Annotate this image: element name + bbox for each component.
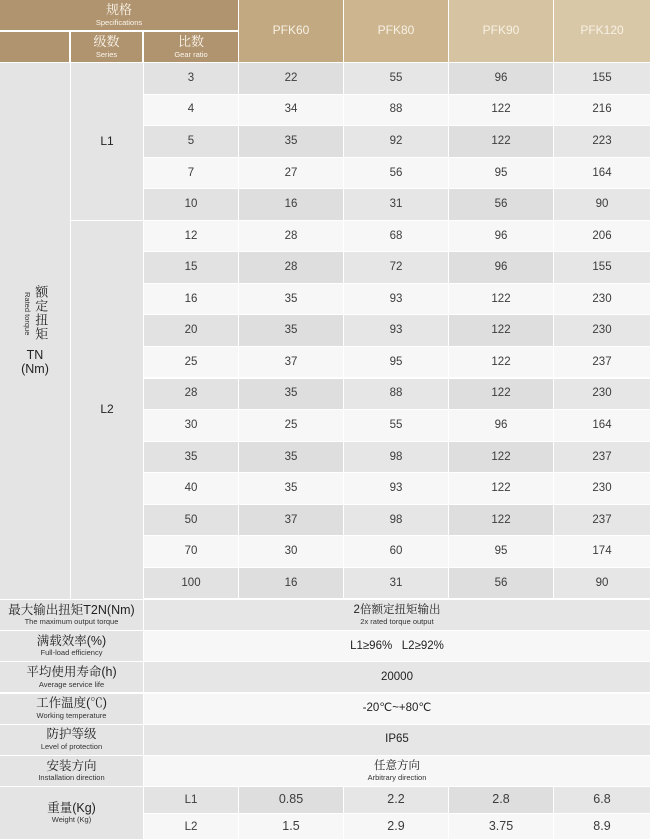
torque-value-cell: 93 (344, 284, 448, 315)
torque-value-cell: 56 (344, 158, 448, 189)
series-header-en: Series (95, 49, 118, 59)
ratio-cell: 40 (144, 473, 238, 504)
series-l2 (71, 221, 143, 599)
torque-value-cell: 28 (239, 252, 343, 283)
torque-value-cell: 155 (554, 63, 650, 94)
torque-value-cell: 35 (239, 442, 343, 473)
installation-direction-value (144, 756, 650, 786)
spec-header-en: Specifications (95, 17, 143, 27)
ratio-header (144, 32, 238, 62)
torque-value-cell: 95 (344, 347, 448, 378)
weight-value-cell: 2.8 (449, 787, 553, 813)
torque-value-cell: 122 (449, 379, 553, 410)
weight-value-cell: 8.9 (554, 814, 650, 839)
ratio-cell: 3 (144, 63, 238, 94)
working-temperature-label-en: Working temperature (36, 710, 107, 720)
weight-label-zh: 重量(Kg) (47, 800, 96, 815)
installation-direction-value-zh: 任意方向 (374, 760, 420, 773)
model-header-pfk90: PFK90 (449, 0, 553, 62)
spec-header (0, 0, 238, 31)
torque-value-cell: 93 (344, 473, 448, 504)
torque-value-cell: 60 (344, 536, 448, 567)
weight-label-en: Weight (Kg) (51, 815, 92, 825)
ratio-cell: 28 (144, 379, 238, 410)
ratio-cell: 4 (144, 95, 238, 126)
torque-value-cell: 37 (239, 505, 343, 536)
torque-value-cell: 95 (449, 536, 553, 567)
torque-value-cell: 155 (554, 252, 650, 283)
torque-value-cell: 28 (239, 221, 343, 252)
series-header-zh: 级数 (93, 34, 120, 50)
weight-value-cell: 2.9 (344, 814, 448, 839)
torque-value-cell: 164 (554, 410, 650, 441)
torque-value-cell: 35 (239, 284, 343, 315)
torque-value-cell: 31 (344, 568, 448, 599)
ratio-cell: 70 (144, 536, 238, 567)
spec-header-zh: 规格 (105, 2, 132, 18)
working-temperature-value (144, 694, 650, 724)
torque-value-cell: 92 (344, 126, 448, 157)
torque-value-cell: 35 (239, 126, 343, 157)
ratio-cell: 10 (144, 189, 238, 220)
ratio-cell: 20 (144, 315, 238, 346)
torque-value-cell: 56 (449, 568, 553, 599)
torque-value-cell: 230 (554, 379, 650, 410)
rated-torque-label-zh: 额定扭矩 (33, 285, 49, 342)
protection-level-label (0, 725, 143, 755)
torque-value-cell: 37 (239, 347, 343, 378)
torque-value-cell: 122 (449, 505, 553, 536)
ratio-header-en: Gear ratio (174, 49, 208, 59)
rated-torque-unit: (Nm) (21, 362, 49, 376)
torque-value-cell: 55 (344, 63, 448, 94)
torque-value-cell: 22 (239, 63, 343, 94)
model-header-pfk80: PFK80 (344, 0, 448, 62)
torque-value-cell: 96 (449, 63, 553, 94)
torque-value-cell: 237 (554, 442, 650, 473)
weight-value-cell: 1.5 (239, 814, 343, 839)
torque-value-cell: 16 (239, 189, 343, 220)
torque-value-cell: 35 (239, 473, 343, 504)
torque-value-cell: 30 (239, 536, 343, 567)
efficiency-label-en: Full-load efficiency (40, 648, 103, 658)
torque-value-cell: 35 (239, 379, 343, 410)
weight-series-cell: L1 (144, 787, 238, 813)
torque-value-cell: 230 (554, 315, 650, 346)
installation-direction-label-en: Installation direction (38, 773, 105, 783)
max-output-torque-value-en: 2x rated torque output (360, 616, 434, 626)
torque-value-cell: 90 (554, 189, 650, 220)
max-output-torque-label-zh: 最大输出扭矩T2N(Nm) (8, 602, 135, 617)
ratio-cell: 16 (144, 284, 238, 315)
weight-value-cell: 3.75 (449, 814, 553, 839)
torque-value-cell: 88 (344, 379, 448, 410)
model-header-pfk60: PFK60 (239, 0, 343, 62)
service-life-label-en: Average service life (38, 679, 105, 689)
torque-value-cell: 122 (449, 126, 553, 157)
torque-value-cell: 216 (554, 95, 650, 126)
installation-direction-label-zh: 安装方向 (46, 758, 97, 773)
working-temperature-value-zh: -20℃~+80℃ (362, 702, 432, 715)
torque-value-cell: 35 (239, 315, 343, 346)
torque-value-cell: 122 (449, 473, 553, 504)
efficiency-label-zh: 满载效率(%) (36, 633, 107, 648)
torque-value-cell: 230 (554, 473, 650, 504)
torque-value-cell: 230 (554, 284, 650, 315)
series-l2-label: L2 (100, 402, 114, 417)
torque-value-cell: 96 (449, 221, 553, 252)
torque-value-cell: 93 (344, 315, 448, 346)
torque-value-cell: 96 (449, 410, 553, 441)
ratio-cell: 35 (144, 442, 238, 473)
efficiency-value (144, 631, 650, 661)
efficiency-label (0, 631, 143, 661)
ratio-cell: 7 (144, 158, 238, 189)
torque-value-cell: 34 (239, 95, 343, 126)
torque-value-cell: 25 (239, 410, 343, 441)
torque-value-cell: 98 (344, 442, 448, 473)
service-life-value-zh: 20000 (381, 671, 413, 684)
series-l1 (71, 63, 143, 220)
torque-value-cell: 122 (449, 347, 553, 378)
service-life-label (0, 662, 143, 692)
ratio-cell: 100 (144, 568, 238, 599)
weight-value-cell: 0.85 (239, 787, 343, 813)
weight-value-cell: 2.2 (344, 787, 448, 813)
working-temperature-label-zh: 工作温度(℃) (36, 696, 107, 711)
working-temperature-label (0, 694, 143, 724)
efficiency-value-zh: L1≥96% L2≥92% (350, 639, 444, 652)
torque-value-cell: 55 (344, 410, 448, 441)
installation-direction-value-en: Arbitrary direction (367, 772, 427, 782)
weight-label (0, 787, 143, 839)
series-l1-label: L1 (100, 133, 114, 148)
torque-value-cell: 174 (554, 536, 650, 567)
torque-value-cell: 16 (239, 568, 343, 599)
max-output-torque-value-zh: 2倍额定扭矩输出 (353, 604, 441, 617)
ratio-cell: 25 (144, 347, 238, 378)
torque-value-cell: 223 (554, 126, 650, 157)
ratio-header-zh: 比数 (177, 34, 204, 50)
torque-value-cell: 88 (344, 95, 448, 126)
service-life-value (144, 662, 650, 692)
service-life-label-zh: 平均使用寿命(h) (26, 664, 117, 679)
torque-value-cell: 122 (449, 442, 553, 473)
torque-value-cell: 98 (344, 505, 448, 536)
ratio-cell: 12 (144, 221, 238, 252)
torque-value-cell: 122 (449, 284, 553, 315)
max-output-torque-label-en: The maximum output torque (24, 617, 119, 627)
torque-value-cell: 122 (449, 95, 553, 126)
rated-torque-label (0, 63, 70, 599)
protection-level-label-zh: 防护等级 (46, 727, 97, 742)
max-output-torque-label (0, 600, 143, 630)
installation-direction-label (0, 756, 143, 786)
max-output-torque-value (144, 600, 650, 630)
torque-value-cell: 56 (449, 189, 553, 220)
torque-value-cell: 96 (449, 252, 553, 283)
torque-value-cell: 122 (449, 315, 553, 346)
weight-series-cell: L2 (144, 814, 238, 839)
protection-level-label-en: Level of protection (40, 742, 103, 752)
ratio-cell: 30 (144, 410, 238, 441)
rated-torque-label-en: Rated torque (22, 291, 32, 335)
torque-value-cell: 164 (554, 158, 650, 189)
torque-value-cell: 72 (344, 252, 448, 283)
torque-value-cell: 237 (554, 505, 650, 536)
model-header-pfk120: PFK120 (554, 0, 650, 62)
torque-value-cell: 90 (554, 568, 650, 599)
ratio-cell: 15 (144, 252, 238, 283)
protection-level-value (144, 725, 650, 755)
torque-value-cell: 237 (554, 347, 650, 378)
ratio-cell: 5 (144, 126, 238, 157)
header-blank (0, 32, 70, 62)
ratio-cell: 50 (144, 505, 238, 536)
rated-torque-symbol: TN (26, 348, 44, 363)
torque-value-cell: 68 (344, 221, 448, 252)
weight-value-cell: 6.8 (554, 787, 650, 813)
series-header (71, 32, 143, 62)
torque-value-cell: 31 (344, 189, 448, 220)
torque-value-cell: 206 (554, 221, 650, 252)
protection-level-value-zh: IP65 (385, 733, 409, 746)
torque-value-cell: 95 (449, 158, 553, 189)
torque-value-cell: 27 (239, 158, 343, 189)
